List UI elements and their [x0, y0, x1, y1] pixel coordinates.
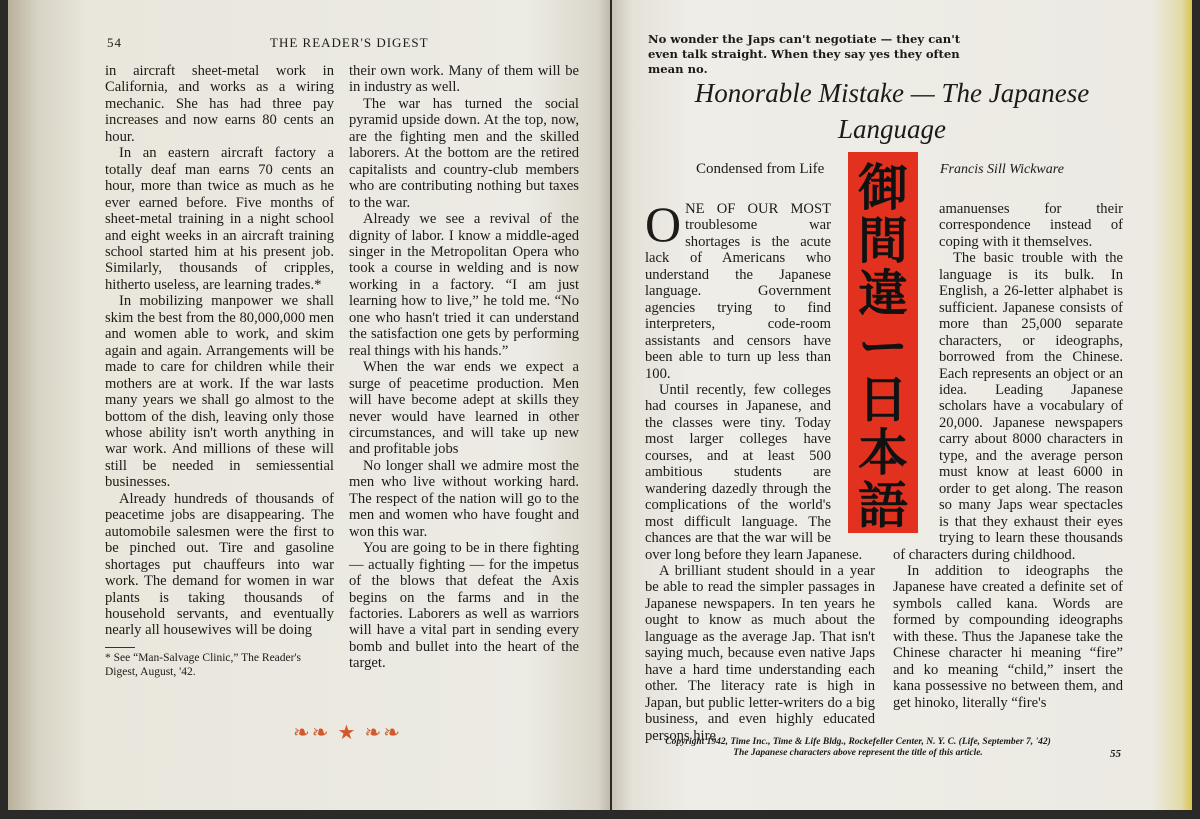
dek: No wonder the Japs can't negotiate — they can't even talk straight. When they say yes they often mean no. — [648, 32, 961, 76]
paragraph: No longer shall we admire most the men who live without working hard. The respect of the nation will go to the men and women who have fought and won this war. — [349, 457, 579, 540]
page-number: 55 — [1110, 748, 1121, 760]
paragraph: The basic trouble with the language is its bulk. In English, a 26-letter alphabet is sufficient. Japanese consists of more than 25,000 separate characters, or ideographs, borrowed from the Chinese. Each represents an object or an idea. Leading Japanese scholars have a vocabulary of 20,000. Japanese newspapers carry about 8000 characters in type, and the average person must know at least 6000 in order to get along. The reason so many Japs wear spectacles is that they exhaust their eyes trying to learn these thousands of characters during childhood. — [893, 250, 1123, 563]
paragraph: A brilliant student should in a year be able to read the simpler passages in Japanese newspapers. In ten years he ought to know as much about the language as the average Jap. That isn't saying much, because even native Japs have a hard time understanding each other. The literacy rate is high in Japan, but public letter-writers do a big business, and even highly educated persons hire — [645, 562, 875, 744]
copyright-notice — [648, 737, 1068, 759]
title-note: The Japanese characters above represent the title of this article. — [733, 748, 983, 758]
paragraph: Already hundreds of thousands of peacetime jobs are disappearing. The automobile salesmen were the first to be pinched out. Tire and gasoline shortages put chauffeurs into war work. The demand for women in war plants is taking thousands of household servants, and eventually nearly all housewives will be doing — [105, 490, 334, 639]
paragraph: In addition to ideographs the Japanese have created a definite set of symbols called kana. Words are formed by compounding ideographs with these. Thus the Japanese take the Chinese character hi meaning “fire” and ko meaning “child,” insert the kana possessive no between them, and get hinoko, literally “fire's — [893, 562, 1123, 711]
running-head: THE READER'S DIGEST — [270, 35, 429, 50]
title-line: Honorable Mistake — The Japanese — [694, 78, 1090, 108]
paragraph: their own work. Many of them will be in industry as well. — [349, 63, 579, 96]
left-column-2 — [349, 63, 579, 672]
paragraph: In an eastern aircraft factory a totally deaf man earns 70 cents an hour, more than twice as much as he ever earned before. Five months of sheet-metal training in a night school and eight weeks in an aircraft training school started him at his present job. Similarly, thousands of cripples, hitherto useless, are learning trades.* — [105, 145, 334, 293]
author: Francis Sill Wickware — [940, 162, 1064, 177]
left-column-1 — [105, 63, 334, 679]
copyright: Copyright 1942, Time Inc., Time & Life Bldg., Rockefeller Center, N. Y. C. (Life, September 7, '42) — [665, 737, 1051, 747]
right-column-1 — [645, 196, 875, 744]
footnote: * See “Man-Salvage Clinic,” The Reader's Digest, August, '42. — [105, 651, 302, 678]
lead-smallcaps: NE OF OUR MOST — [685, 201, 831, 217]
lead-text: troublesome war shortages is the acute lack of Americans who understand the Japanese language. Government agencies trying to find interpreters, code-room assistants and censors have been able to turn up less than 100. — [645, 217, 831, 382]
paragraph: Until recently, few colleges had courses in Japanese, and the classes were tiny. Today most larger colleges have courses, and at least 500 ambitious students are wandering dazedly through the complications of the world's most difficult language. The chances are that the war will be over long before they learn Japanese. — [645, 381, 863, 563]
title-line: Language — [838, 114, 946, 144]
paragraph: amanuenses for their correspondence instead of coping with it themselves. — [939, 201, 1123, 250]
paragraph: You are going to be in there fighting — actually fighting — for the impetus of the blows that defeat the Axis begins on the farms and in the factories. Laborers as well as warriors will have a vital part in sending every bomb and bullet into the heart of the target. — [349, 540, 579, 672]
right-column-2 — [893, 201, 1123, 711]
drop-cap: O — [645, 196, 682, 252]
source-line: Condensed from Life — [696, 161, 825, 177]
article-title — [662, 75, 1122, 147]
paragraph: The war has turned the social pyramid upside down. At the top, now, are the fighting men and the skilled laborers. At the bottom are the retired capitalists and country-club members who are contributing nothing but taxes to the war. — [349, 95, 579, 211]
paragraph: In mobilizing manpower we shall skim the best from the 80,000,000 men and women able to work, and skim again and again. Arrangements will be made to care for children while their mothers are at work. If the war lasts many years we shall go almost to the bottom of the dish, leaving only those whose ability isn't worth anything in war work. And millions of these will still be needed in semiessential businesses. — [105, 293, 334, 491]
japanese-title-box: 御間違ー日本語 — [848, 152, 918, 533]
paragraph: in aircraft sheet-metal work in California, and works as a wiring mechanic. She has had three pay increases and now earns 80 cents an hour. — [105, 63, 334, 145]
page-number: 54 — [107, 35, 122, 50]
paragraph: Already we see a revival of the dignity of labor. I know a middle-aged singer in the Metropolitan Opera who took a course in welding and is now working in a factory. “I am just learning how to live,” he told me. “No one who hasn't tried it can understand the satisfaction one gets by performing real things with his hands.” — [349, 211, 579, 359]
left-page — [8, 0, 610, 810]
ornament: ❧❧ ★ ❧❧ — [293, 722, 402, 744]
paragraph: When the war ends we expect a surge of peacetime production. Men will have become adept at skills they never would have learned in other circumstances, and will take up new and profitable jobs — [349, 359, 579, 458]
right-page — [612, 0, 1192, 810]
